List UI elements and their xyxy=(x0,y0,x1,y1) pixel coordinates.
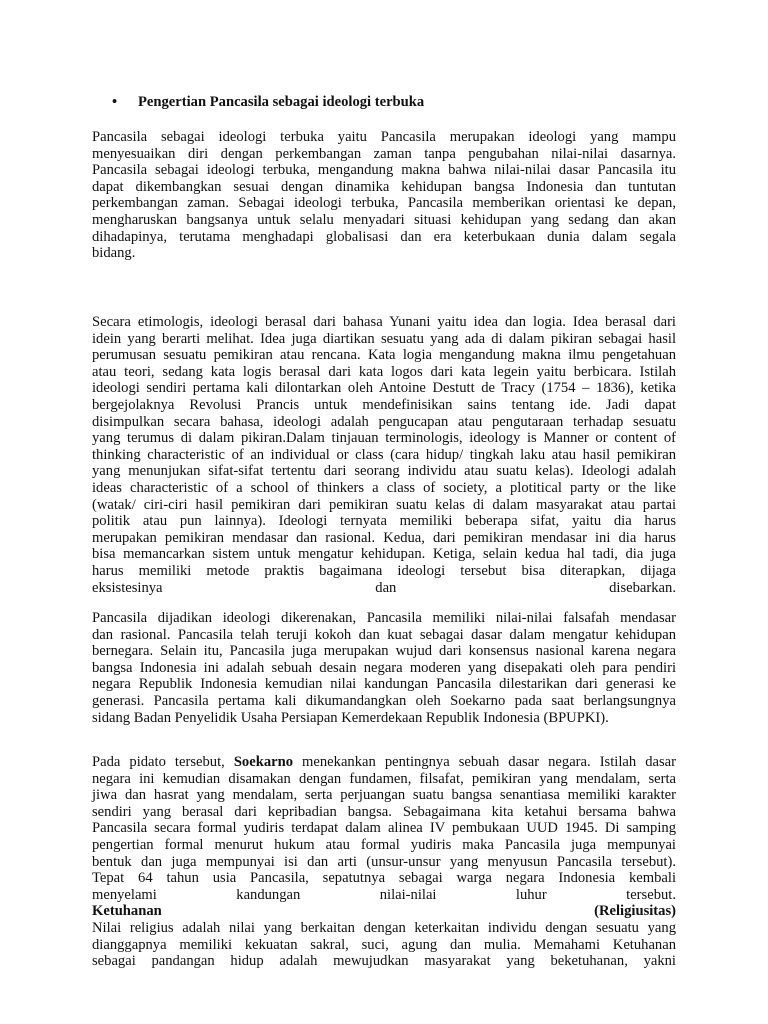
text-run: Pada pidato tersebut, xyxy=(92,754,234,770)
paragraph-line: (watak/ ciri-ciri hasil pemikiran dari pemikiran suatu kelas di dalam masyarakat atau partai xyxy=(92,496,676,513)
paragraph-line: pengertian formal menurut hukum atau formal yudiris maka Pancasila juga mempunyai xyxy=(92,836,676,853)
paragraph-line: dapat dikembangkan sesuai dengan dinamika kehidupan bangsa Indonesia dan tuntutan xyxy=(92,178,676,195)
paragraph-2 xyxy=(92,314,676,596)
paragraph-line: Pancasila dijadikan ideologi dikerenakan, Pancasila memiliki nilai-nilai falsafah mendasar xyxy=(92,610,676,626)
paragraph-line: dianggapnya memiliki kekuatan sakral, suci, agung dan mulia. Memahami Ketuhanan xyxy=(92,936,676,953)
paragraph-line: ideas characteristic of a school of thinkers a class of society, a plotitical party or the like xyxy=(92,479,676,496)
paragraph-line: mengharuskan bangsanya untuk selalu menyadari situasi kehidupan yang sedang dan akan xyxy=(92,211,676,228)
word: eksistesinya xyxy=(92,579,163,596)
paragraph-line: sebagai pandangan hidup adalah mewujudkan masyarakat yang beketuhanan, yakni xyxy=(92,953,676,970)
paragraph-line: menyesuaikan diri dengan perkembangan zaman tanpa pengubahan nilai-nilai dasarnya. xyxy=(92,145,676,162)
paragraph-line: atau teori, sedang kata logis berasal dari kata logos dari kata legein yaitu berbicara. Istilah xyxy=(92,363,676,380)
section-heading-text: Pengertian Pancasila sebagai ideologi terbuka xyxy=(138,94,425,110)
paragraph-line: disimpulkan secara bahasa, ideologi adalah pengucapan atau pengutaraan terhadap sesuatu xyxy=(92,413,676,430)
paragraph-4 xyxy=(92,754,676,970)
paragraph-line: thinking characteristic of an individual or class (cara hidup/ tingkah laku atau hasil pemikiran xyxy=(92,446,676,463)
paragraph-1 xyxy=(92,129,676,262)
paragraph-line: harus memiliki metode praktis bagaimana ideologi tersebut bisa diterapkan, dijaga xyxy=(92,562,676,579)
paragraph-line: Pancasila sebagai ideologi terbuka yaitu Pancasila merupakan ideologi yang mampu xyxy=(92,129,676,145)
text-run: menekankan pentingnya sebuah dasar negara. Istilah dasar xyxy=(293,754,676,770)
word: luhur xyxy=(515,886,547,903)
paragraph-line: dan rasional. Pancasila telah teruji kokoh dan kuat sebagai dasar dalam mengatur kehidupan xyxy=(92,626,676,643)
word: kandungan xyxy=(236,886,301,903)
paragraph-line: bernegara. Selain itu, Pancasila juga merupakan wujud dari konsensus nasional karena negara xyxy=(92,643,676,660)
paragraph-line: dihadapinya, terutama menghadapi globalisasi dan era keterbukaan dunia dalam segala xyxy=(92,228,676,245)
subheading-word: Ketuhanan xyxy=(92,903,162,920)
paragraph-line: yang terumus di dalam pikiran.Dalam tinjauan terminologis, ideology is Manner or content of xyxy=(92,430,676,447)
bold-name: Soekarno xyxy=(233,754,294,770)
paragraph-line: idein yang berarti melihat. Idea juga diartikan sesuatu yang ada di dalam pikiran sebagai hasil xyxy=(92,330,676,347)
paragraph-line: perkembangan zaman. Sebagai ideologi terbuka, Pancasila memberikan orientasi ke depan, xyxy=(92,195,676,212)
subheading-word: (Religiusitas) xyxy=(594,903,676,920)
paragraph-line-justified xyxy=(92,580,676,597)
paragraph-line: bergejolaknya Revolusi Prancis untuk mendefinisikan sains tentang ide. Jadi dapat xyxy=(92,396,676,413)
paragraph-3 xyxy=(92,610,676,726)
word: menyelami xyxy=(92,886,157,903)
paragraph-line: Pancasila secara formal yudiris terdapat dalam alinea IV pembukaan UUD 1945. Di samping xyxy=(92,820,676,837)
paragraph-line: jiwa dan hasrat yang mendalam, serta perjuangan suatu bangsa senantiasa memiliki karakter xyxy=(92,787,676,804)
paragraph-line xyxy=(92,754,676,771)
paragraph-line: perumusan sesuatu pemikiran atau rencana. Kata logia mengandung makna ilmu pengetahuan xyxy=(92,347,676,364)
paragraph-line-justified xyxy=(92,887,676,904)
paragraph-line: negara Republik Indonesia kemudian nilai kandungan Pancasila dilestarikan dari generasi ke xyxy=(92,676,676,693)
paragraph-line: sendiri yang berasal dari kepribadian bangsa. Sebagaimana kita ketahui bersama bahwa xyxy=(92,803,676,820)
paragraph-line: bangsa Indonesia ini adalah sebuah desain negara moderen yang disepakati oleh para pendiri xyxy=(92,659,676,676)
paragraph-line: bentuk dan juga mempunyai isi dan arti (unsur-unsur yang menyusun Pancasila tersebut). xyxy=(92,853,676,870)
paragraph-line: negara ini kemudian disamakan dengan fundamen, filsafat, pemikiran yang mendalam, serta xyxy=(92,770,676,787)
paragraph-line: generasi. Pancasila pertama kali dikumandangkan oleh Soekarno pada saat berlangsungnya xyxy=(92,692,676,709)
paragraph-line: merupakan pemikiran mendasar dan rasional. Kedua, dari pemikiran mendasar ini dia harus xyxy=(92,529,676,546)
bullet-icon: • xyxy=(112,94,118,110)
paragraph-line: Secara etimologis, ideologi berasal dari bahasa Yunani yaitu idea dan logia. Idea berasal dari xyxy=(92,314,676,330)
paragraph-line: bisa memancarkan sistem untuk mengatur kehidupan. Ketiga, selain kedua hal tadi, dia juga xyxy=(92,546,676,563)
word: disebarkan. xyxy=(609,579,676,596)
paragraph-line: Pancasila sebagai ideologi terbuka, mengandung makna bahwa nilai-nilai dasar Pancasila itu xyxy=(92,162,676,179)
word: tersebut. xyxy=(626,886,676,903)
paragraph-line: politik atau pun lainnya). Ideologi ternyata memiliki beberapa sifat, yaitu dia harus xyxy=(92,513,676,530)
word: dan xyxy=(375,579,397,596)
section-heading xyxy=(112,93,424,111)
paragraph-line: sidang Badan Penyelidik Usaha Persiapan Kemerdekaan Republik Indonesia (BPUPKI). xyxy=(92,709,609,726)
paragraph-line: Nilai religius adalah nilai yang berkaitan dengan keterkaitan individu dengan sesuatu yang xyxy=(92,919,676,936)
paragraph-line: ideologi sendiri pertama kali dilontarkan oleh Antoine Destutt de Tracy (1754 – 1836), ketika xyxy=(92,380,676,397)
paragraph-line: Tepat 64 tahun usia Pancasila, sepatutnya sebagai warga negara Indonesia kembali xyxy=(92,870,676,887)
word: nilai-nilai xyxy=(379,886,437,903)
paragraph-line: yang menunjukan sifat-sifat tertentu dari seorang individu atau suatu kelas). Ideologi adalah xyxy=(92,463,676,480)
subheading-ketuhanan xyxy=(92,903,676,920)
paragraph-line: bidang. xyxy=(92,245,136,262)
